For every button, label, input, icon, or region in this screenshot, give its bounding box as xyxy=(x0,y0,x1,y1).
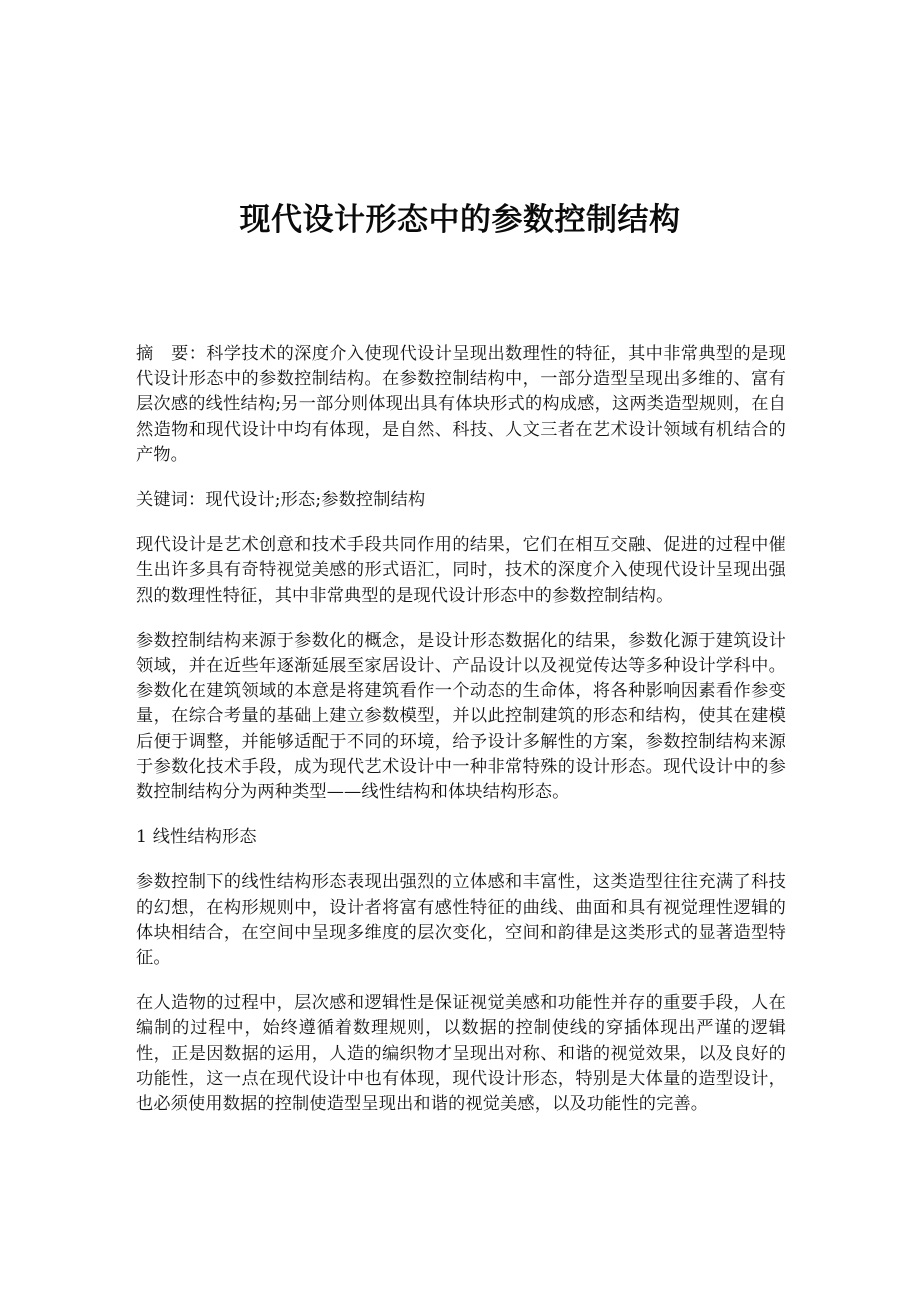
keywords-paragraph: 关键词：现代设计;形态;参数控制结构 xyxy=(136,490,426,511)
body-paragraph-1: 现代设计是艺术创意和技术手段共同作用的结果，它们在相互交融、促进的过程中催生出许多具有奇特视觉美感的形式语汇，同时，技术的深度介入使现代设计呈现出强烈的数理性特征，其中非常典型的是现代设计形态中的参数控制结构。 xyxy=(136,535,786,606)
body-paragraph-4: 在人造物的过程中，层次感和逻辑性是保证视觉美感和功能性并存的重要手段，人在编制的过程中，始终遵循着数理规则，以数据的控制使线的穿插体现出严谨的逻辑性，正是因数据的运用，人造的编织物才呈现出对称、和谐的视觉效果，以及良好的功能性，这一点在现代设计中也有体现，现代设计形态，特别是大体量的造型设计，也必须使用数据的控制使造型呈现出和谐的视觉美感，以及功能性的完善。 xyxy=(136,993,786,1115)
page-title: 现代设计形态中的参数控制结构 xyxy=(239,201,681,238)
abstract-paragraph: 摘 要：科学技术的深度介入使现代设计呈现出数理性的特征，其中非常典型的是现代设计形态中的参数控制结构。在参数控制结构中，一部分造型呈现出多维的、富有层次感的线性结构;另一部分则体现出具有体块形式的构成感，这两类造型规则，在自然造物和现代设计中均有体现，是自然、科技、人文三者在艺术设计领域有机结合的产物。 xyxy=(136,344,786,465)
section-heading-1: 1 线性结构形态 xyxy=(136,827,257,848)
document-body xyxy=(136,342,786,1117)
body-paragraph-3: 参数控制下的线性结构形态表现出强烈的立体感和丰富性，这类造型往往充满了科技的幻想，在构形规则中，设计者将富有感性特征的曲线、曲面和具有视觉理性逻辑的体块相结合，在空间中呈现多维度的层次变化，空间和韵律是这类形式的显著造型特征。 xyxy=(136,872,786,969)
body-paragraph-2: 参数控制结构来源于参数化的概念，是设计形态数据化的结果，参数化源于建筑设计领域，并在近些年逐渐延展至家居设计、产品设计以及视觉传达等多种设计学科中。参数化在建筑领域的本意是将建筑看作一个动态的生命体，将各种影响因素看作参变量，在综合考量的基础上建立参数模型，并以此控制建筑的形态和结构，使其在建模后便于调整，并能够适配于不同的环境，给予设计多解性的方案，参数控制结构来源于参数化技术手段，成为现代艺术设计中一种非常特殊的设计形态。现代设计中的参数控制结构分为两种类型——线性结构和体块结构形态。 xyxy=(136,630,786,803)
